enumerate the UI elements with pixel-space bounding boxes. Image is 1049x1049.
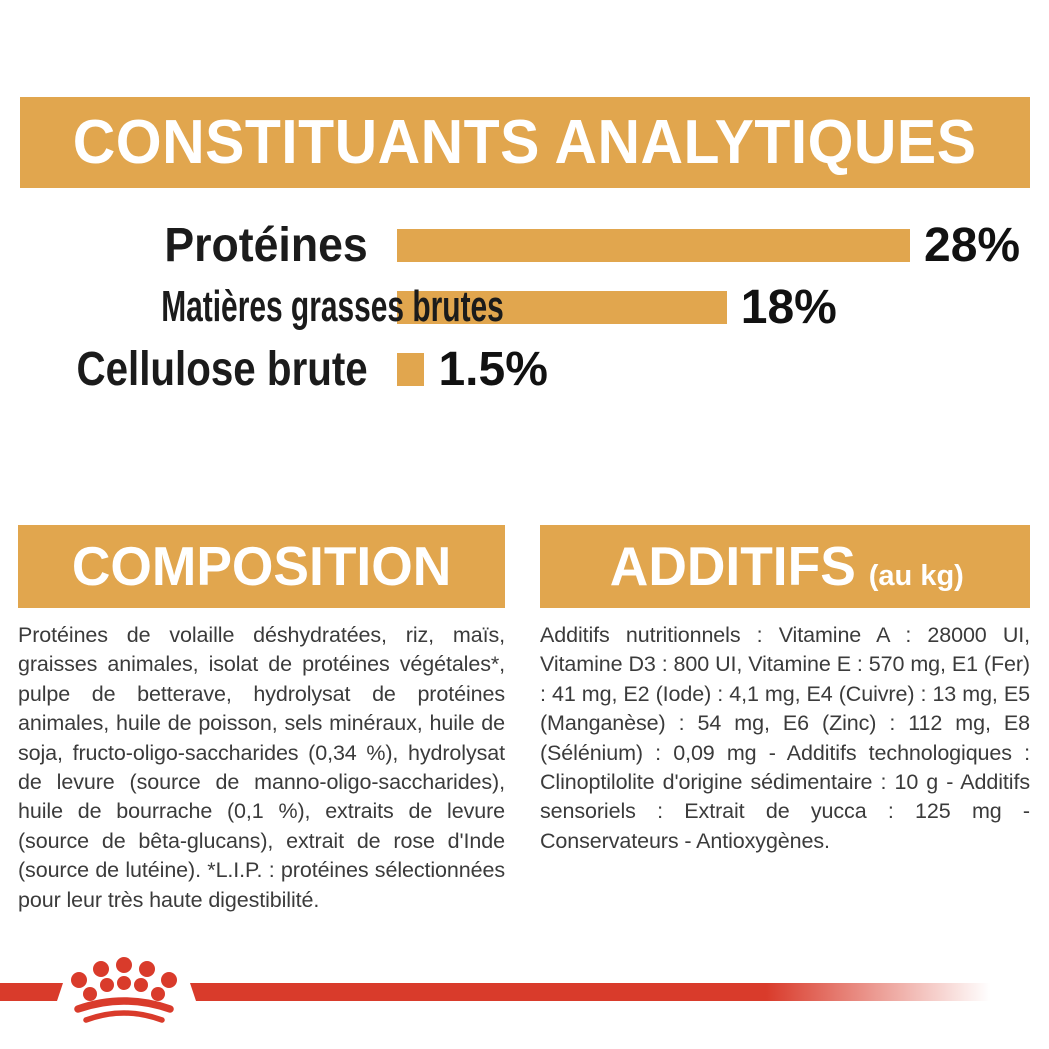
nutrition-bar-chart <box>0 214 1049 400</box>
chart-row-fibre <box>0 338 1049 400</box>
brand-stripe-right <box>190 983 990 1001</box>
additives-title-suffix: (au kg) <box>868 560 964 592</box>
additives-title: ADDITIFS <box>609 535 856 597</box>
additives-text: Additifs nutritionnels : Vitamine A : 28000 UI, Vitamine D3 : 800 UI, Vitamine E : 570 mg, E1 (Fer) : 41 mg, E2 (Iode) : 4,1 mg, E4 (Cuivre) : 13 mg, E5 (Manganèse) : 54 mg, E6 (Zinc) : 112 mg, E8 (Sélénium) : 0,09 mg - Additifs technologiques : Clinoptilolite d'origine sédimentaire : 10 g - Additifs sensoriels : Extrait de yucca : 125 mg - Conservateurs - Antioxygènes. <box>540 623 1030 853</box>
value-fat: 18% <box>740 280 837 334</box>
analytical-constituents-title: CONSTITUANTS ANALYTIQUES <box>73 108 977 177</box>
bar-proteins <box>397 229 910 262</box>
analytical-constituents-banner <box>20 97 1030 188</box>
chart-row-fat <box>0 276 1049 338</box>
brand-stripe-left <box>0 983 63 1001</box>
value-proteins: 28% <box>924 218 1021 272</box>
chart-label-fat: Matières grasses brutes <box>161 282 504 331</box>
chart-label-proteins: Protéines <box>164 218 368 272</box>
bar-fibre <box>397 353 424 386</box>
composition-text: Protéines de volaille déshydratées, riz, maïs, graisses animales, isolat de protéines végétales*, pulpe de betterave, hydrolysat de protéines animales, huile de poisson, sels minéraux, huile de soja, fructo-oligo-saccharides (0,34 %), hydrolysat de levure (source de manno-oligo-saccharides), huile de bourrache (0,1 %), extraits de levure (source de bêta-glucans), extrait de rose d'Inde (source de lutéine). *L.I.P. : protéines sélectionnées pour leur très haute digestibilité. <box>18 623 505 912</box>
chart-label-fibre: Cellulose brute <box>76 342 368 396</box>
composition-banner <box>18 525 505 608</box>
value-fibre: 1.5% <box>438 342 548 396</box>
additives-section <box>540 525 1030 856</box>
additives-banner <box>540 525 1030 608</box>
composition-section <box>18 525 505 915</box>
composition-title: COMPOSITION <box>71 535 452 597</box>
chart-row-proteins <box>0 214 1049 276</box>
royal-canin-crown-icon <box>58 950 190 1030</box>
